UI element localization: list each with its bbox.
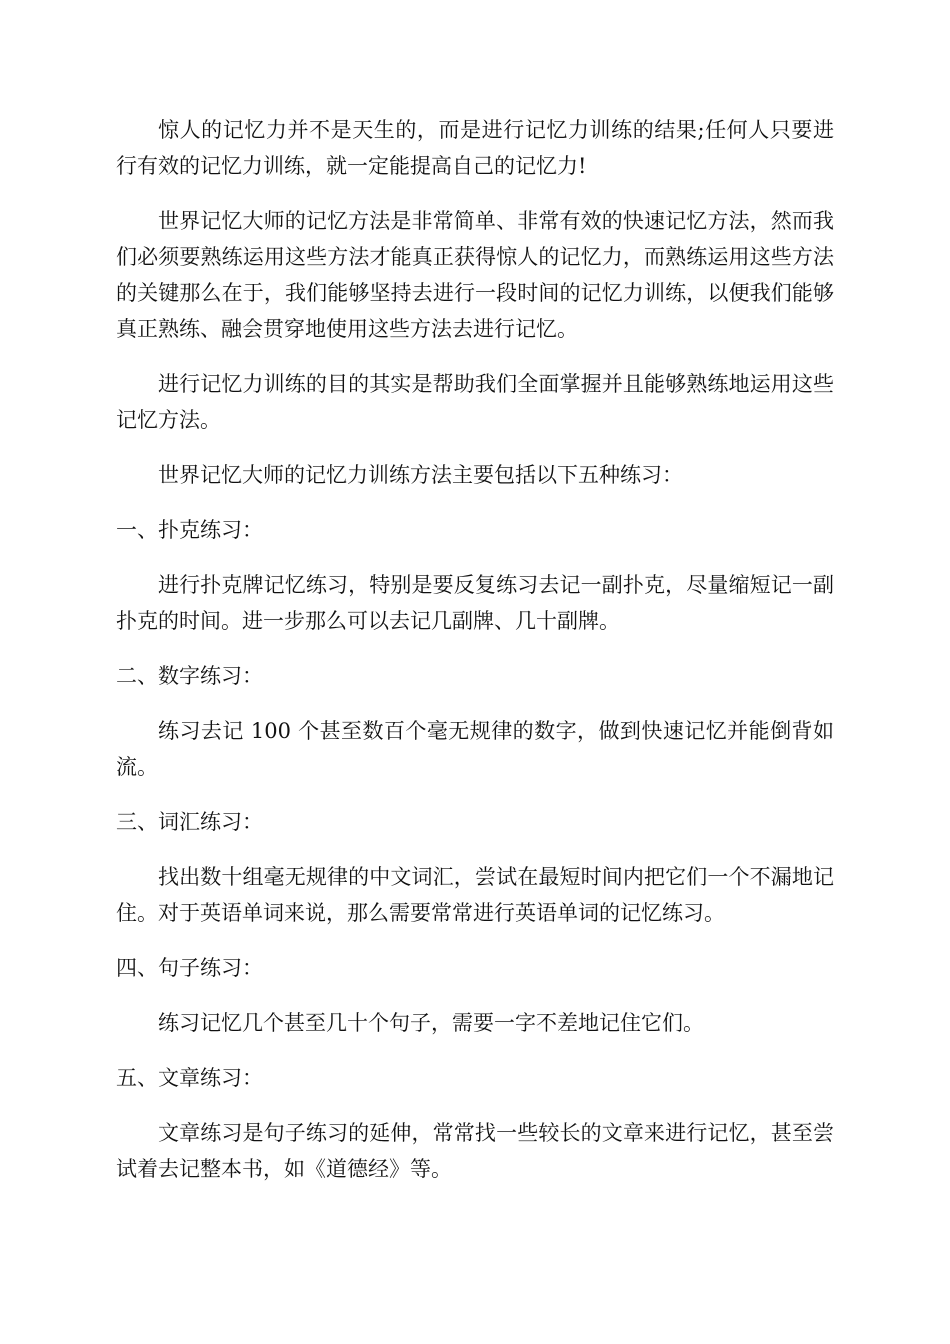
paragraph-poker: 进行扑克牌记忆练习，特别是要反复练习去记一副扑克，尽量缩短记一副扑克的时间。进一步那么可以去记几副牌、几十副牌。 <box>116 573 834 633</box>
paragraph-intro: 惊人的记忆力并不是天生的，而是进行记忆力训练的结果;任何人只要进行有效的记忆力训练，就一定能提高自己的记忆力! <box>116 118 834 178</box>
paragraph-numbers: 练习去记 100 个甚至数百个毫无规律的数字，做到快速记忆并能倒背如流。 <box>116 719 834 779</box>
heading-sentences: 四、句子练习： <box>116 956 263 980</box>
paragraph-purpose: 进行记忆力训练的目的其实是帮助我们全面掌握并且能够熟练地运用这些记忆方法。 <box>116 372 834 432</box>
heading-vocabulary: 三、词汇练习： <box>116 810 263 834</box>
paragraph-vocabulary: 找出数十组毫无规律的中文词汇，尝试在最短时间内把它们一个不漏地记住。对于英语单词来说，那么需要常常进行英语单词的记忆练习。 <box>116 865 834 925</box>
heading-numbers: 二、数字练习： <box>116 664 263 688</box>
paragraph-overview: 世界记忆大师的记忆力训练方法主要包括以下五种练习： <box>158 463 683 487</box>
paragraph-methods: 世界记忆大师的记忆方法是非常简单、非常有效的快速记忆方法，然而我们必须要熟练运用这些方法才能真正获得惊人的记忆力，而熟练运用这些方法的关键那么在于，我们能够坚持去进行一段时间的记忆力训练，以便我们能够真正熟练、融会贯穿地使用这些方法去进行记忆。 <box>116 209 834 341</box>
heading-articles: 五、文章练习： <box>116 1066 263 1090</box>
heading-poker: 一、扑克练习： <box>116 518 263 542</box>
paragraph-articles: 文章练习是句子练习的延伸，常常找一些较长的文章来进行记忆，甚至尝试着去记整本书，如《道德经》等。 <box>116 1121 834 1181</box>
paragraph-sentences: 练习记忆几个甚至几十个句子，需要一字不差地记住它们。 <box>158 1011 704 1035</box>
document-body <box>116 112 834 1206</box>
